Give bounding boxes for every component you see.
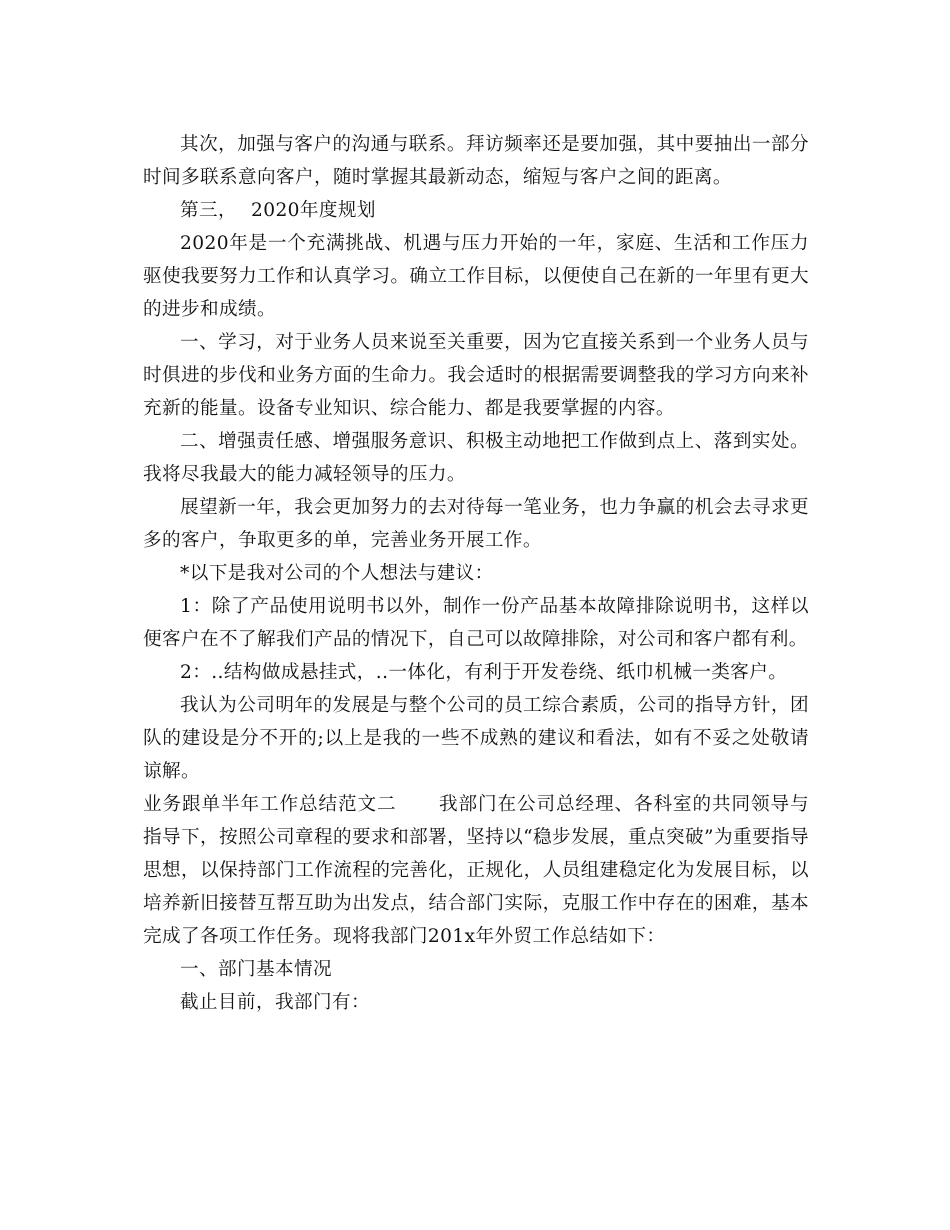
paragraph-responsibility: 二、增强责任感、增强服务意识、积极主动地把工作做到点上、落到实处。我将尽我最大的能力减轻领导的压力。 bbox=[143, 431, 809, 485]
summary-two-title: 业务跟单半年工作总结范文二 bbox=[143, 794, 397, 815]
paragraph-year-overview: 2020年是一个充满挑战、机遇与压力开始的一年，家庭、生活和工作压力驱使我要努力工作和认真学习。确立工作目标，以便使自己在新的一年里有更大的进步和成绩。 bbox=[143, 233, 809, 320]
paragraph-current-status: 截止目前，我部门有： bbox=[180, 992, 370, 1013]
paragraph-outlook: 展望新一年，我会更加努力的去对待每一笔业务，也力争赢的机会去寻求更多的客户，争取更多的单，完善业务开展工作。 bbox=[143, 497, 809, 551]
section-heading-label: 第三， bbox=[180, 200, 237, 221]
paragraph-suggestions-intro: *以下是我对公司的个人想法与建议： bbox=[180, 563, 494, 584]
paragraph-communication: 其次，加强与客户的沟通与联系。拜访频率还是要加强，其中要抽出一部分时间多联系意向客户，随时掌握其最新动态，缩短与客户之间的距离。 bbox=[143, 134, 809, 188]
summary-two-body: 我部门在公司总经理、各科室的共同领导与指导下，按照公司章程的要求和部署，坚持以“稳步发展，重点突破”为重要指导思想，以保持部门工作流程的完善化，正规化，人员组建稳定化为发展目标，以培养新旧接替互帮互助为出发点，结合部门实际，克服工作中存在的困难，基本完成了各项工作任务。现将我部门201x年外贸工作总结如下： bbox=[143, 794, 809, 947]
paragraph-learning: 一、学习，对于业务人员来说至关重要，因为它直接关系到一个业务人员与时俱进的步伐和业务方面的生命力。我会适时的根据需要调整我的学习方向来补充新的能量。设备专业知识、综合能力、都是我要掌握的内容。 bbox=[143, 332, 809, 419]
section-heading-plan bbox=[143, 194, 809, 227]
paragraph-suggestion-2: 2：..结构做成悬挂式，..一体化，有利于开发卷绕、纸巾机械一类客户。 bbox=[180, 662, 788, 683]
document-body bbox=[143, 128, 809, 1019]
paragraph-suggestion-1: 1：除了产品使用说明书以外，制作一份产品基本故障排除说明书，这样以便客户在不了解我们产品的情况下，自己可以故障排除，对公司和客户都有利。 bbox=[143, 596, 809, 650]
section-heading-title: 2020年度规划 bbox=[250, 200, 376, 221]
paragraph-company-development: 我认为公司明年的发展是与整个公司的员工综合素质，公司的指导方针，团队的建设是分不开的;以上是我的一些不成熟的建议和看法，如有不妥之处敬请谅解。 bbox=[143, 695, 809, 782]
paragraph-summary-two bbox=[143, 788, 809, 953]
section-heading-basic-info: 一、部门基本情况 bbox=[180, 959, 332, 980]
